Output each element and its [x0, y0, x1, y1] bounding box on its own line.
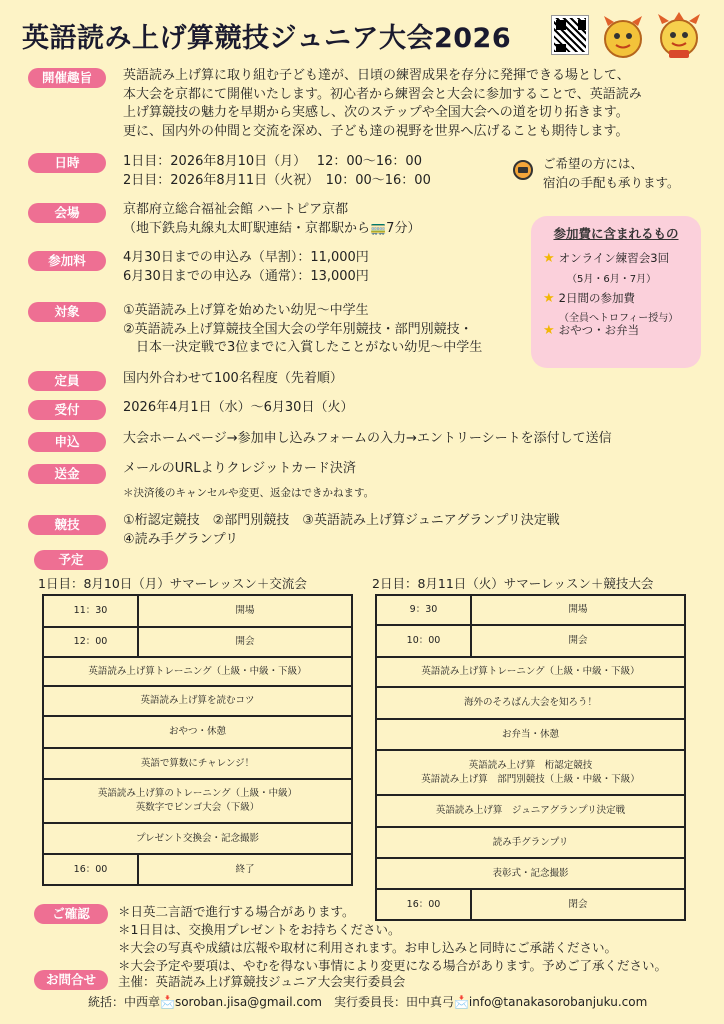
- table-row: [43, 716, 352, 748]
- table-row: [43, 748, 352, 779]
- purpose-line: 英語読み上げ算に取り組む子ども達が、日頃の練習成果を存分に発揮できる場として、: [123, 68, 630, 83]
- table-row: [376, 687, 685, 719]
- day2-title: 2日目：8月11日（火）サマーレッスン＋競技大会: [372, 576, 654, 591]
- table-row: [43, 627, 352, 657]
- includes-item: おやつ・お弁当: [558, 323, 640, 337]
- label-payment: 送金: [28, 464, 106, 484]
- label-capacity: 定員: [28, 371, 106, 391]
- label-apply: 申込: [28, 432, 106, 452]
- label-fee: 参加料: [28, 251, 106, 271]
- page-title: 英語読み上げ算競技ジュニア大会2026: [22, 23, 512, 54]
- label-schedule: 予定: [34, 550, 108, 570]
- fee-normal: 6月30日までの申込み（通常）：13,000円: [123, 268, 369, 284]
- event-cell: 開場: [138, 595, 352, 627]
- purpose-line: 更に、国内外の仲間と交流を深め、子ども達の視野を世界へ広げることも期待します。: [123, 123, 629, 139]
- table-row: [43, 686, 352, 716]
- table-row: [376, 750, 685, 795]
- event-cell: 開会: [471, 625, 685, 657]
- contact-line[interactable]: 統括：中西章📩soroban.jisa@gmail.com 実行委員長：田中真弓📩info@tanakasorobanjuku.com: [88, 995, 648, 1009]
- event-cell: 英語読み上げ算のトレーニング（上級・中級）: [97, 788, 298, 799]
- time-cell: 10：00: [376, 625, 471, 657]
- table-row: [376, 657, 685, 687]
- car-icon: [513, 160, 533, 180]
- label-purpose: 開催趣旨: [28, 68, 106, 88]
- star-icon: ★: [543, 323, 555, 338]
- table-row: [43, 779, 352, 823]
- day1-schedule-table: [42, 594, 353, 886]
- event-cell: 閉会: [471, 889, 685, 920]
- confirm-line: ＊大会予定や要項は、やむを得ない事情により変更になる場合があります。予めご了承ください。: [118, 958, 668, 973]
- confirm-line: ＊日英二言語で進行する場合があります。: [118, 904, 355, 919]
- time-cell: 16：00: [43, 854, 138, 885]
- purpose-line: 本大会を京都にて開催いたします。初心者から練習会と大会に参加することで、英語読み: [123, 86, 642, 102]
- table-row: [376, 827, 685, 858]
- table-row: [43, 854, 352, 885]
- time-cell: 12：00: [43, 627, 138, 657]
- table-row: [376, 719, 685, 750]
- confirm-line: ＊大会の写真や成績は広報や取材に利用されます。お申し込みと同時にご承諾ください。: [118, 940, 618, 955]
- contact-organizer: 主催：英語読み上げ算競技ジュニア大会実行委員会: [118, 974, 406, 989]
- event-cell: お弁当・休憩: [376, 719, 685, 750]
- day2-schedule-table: [375, 594, 686, 921]
- venue-name: 京都府立総合福祉会館 ハートピア京都: [123, 202, 349, 217]
- purpose-line: 上げ算競技の魅力を早期から実感し、次のステップや全国大会への道を切り拓きます。: [123, 105, 629, 120]
- includes-note: （5月・6月・7月）: [567, 274, 657, 285]
- payment-note: ＊決済後のキャンセルや変更、返金はできかねます。: [123, 487, 375, 499]
- event-cell: 英語読み上げ算トレーニング（上級・中級・下級）: [376, 657, 685, 687]
- label-target: 対象: [28, 302, 106, 322]
- capacity-text: 国内外合わせて100名程度（先着順）: [123, 371, 343, 386]
- time-cell: 11：30: [43, 595, 138, 627]
- event-cell: 英語読み上げ算 部門別競技（上級・中級・下級）: [421, 773, 640, 785]
- date-day1: 1日目：2026年8月10日（月） 12：00〜16：00: [123, 154, 422, 169]
- confirm-line: ＊1日目は、交換用プレゼントをお持ちください。: [118, 922, 401, 937]
- event-cell: プレゼント交換会・記念撮影: [43, 823, 352, 854]
- label-events: 競技: [28, 515, 106, 535]
- fee-early: 4月30日までの申込み（早割）：11,000円: [123, 250, 369, 265]
- includes-item: オンライン練習会3回: [558, 251, 670, 265]
- qr-code[interactable]: [552, 16, 588, 54]
- target-line: ①英語読み上げ算を始めたい幼児〜中学生: [123, 303, 369, 318]
- event-cell: 英数字でビンゴ大会（下級）: [135, 802, 260, 813]
- event-cell: 終了: [138, 854, 352, 885]
- payment-text: メールのURLよりクレジットカード決済: [123, 461, 356, 476]
- event-cell: 英語読み上げ算 桁認定競技: [468, 759, 593, 771]
- event-cell: 英語読み上げ算トレーニング（上級・中級・下級）: [43, 657, 352, 686]
- target-line: 日本一決定戦で3位までに入賞したことがない幼児〜中学生: [123, 340, 483, 355]
- event-cell: 英語で算数にチャレンジ！: [43, 748, 352, 779]
- dragon-mascot-icon: [654, 12, 704, 62]
- time-cell: 16：00: [376, 889, 471, 920]
- stay-note: 宿泊の手配も承ります。: [543, 174, 680, 190]
- event-cell: 読み手グランプリ: [376, 827, 685, 858]
- star-icon: ★: [543, 291, 555, 306]
- label-confirm: ご確認: [34, 904, 108, 924]
- time-cell: 9：30: [376, 595, 471, 625]
- star-icon: ★: [543, 251, 555, 266]
- event-cell: 英語読み上げ算を読むコツ: [43, 686, 352, 716]
- target-line: ②英語読み上げ算競技全国大会の学年別競技・部門別競技・: [123, 321, 473, 337]
- event-cell: 英語読み上げ算 ジュニアグランプリ決定戦: [376, 795, 685, 827]
- table-row: [43, 595, 352, 627]
- table-row: [376, 795, 685, 827]
- event-cell: 開会: [138, 627, 352, 657]
- event-cell: 海外のそろばん大会を知ろう！: [376, 687, 685, 719]
- event-cell: おやつ・休憩: [43, 716, 352, 748]
- label-date: 日時: [28, 153, 106, 173]
- stay-note: ご希望の方には、: [543, 156, 644, 171]
- table-row: [43, 823, 352, 854]
- table-row: [376, 625, 685, 657]
- table-row: [376, 595, 685, 625]
- event-cell: 開場: [471, 595, 685, 625]
- apply-text: 大会ホームページ→参加申し込みフォームの入力→エントリーシートを添付して送信: [123, 431, 612, 446]
- day1-title: 1日目：8月10日（月）サマーレッスン＋交流会: [38, 576, 307, 591]
- includes-title: 参加費に含まれるもの: [553, 226, 679, 241]
- dragon-mascot-icon: [598, 12, 648, 62]
- table-row: [43, 657, 352, 686]
- date-day2: 2日目：2026年8月11日（火祝） 10：00〜16：00: [123, 172, 431, 188]
- includes-box: [531, 216, 701, 368]
- table-row: [376, 858, 685, 889]
- reception-text: 2026年4月1日（水）〜6月30日（火）: [123, 400, 354, 415]
- events-line: ④読み手グランプリ: [123, 531, 239, 547]
- includes-note: （全員へトロフィー授与）: [559, 313, 679, 324]
- includes-item: 2日間の参加費: [558, 291, 635, 305]
- venue-access: （地下鉄烏丸線丸太町駅連結・京都駅から🚃7分）: [123, 220, 421, 236]
- event-cell: 表彰式・記念撮影: [376, 858, 685, 889]
- events-line: ①桁認定競技 ②部門別競技 ③英語読み上げ算ジュニアグランプリ決定戦: [123, 513, 560, 528]
- label-contact: お問合せ: [34, 970, 108, 990]
- label-reception: 受付: [28, 400, 106, 420]
- label-venue: 会場: [28, 203, 106, 223]
